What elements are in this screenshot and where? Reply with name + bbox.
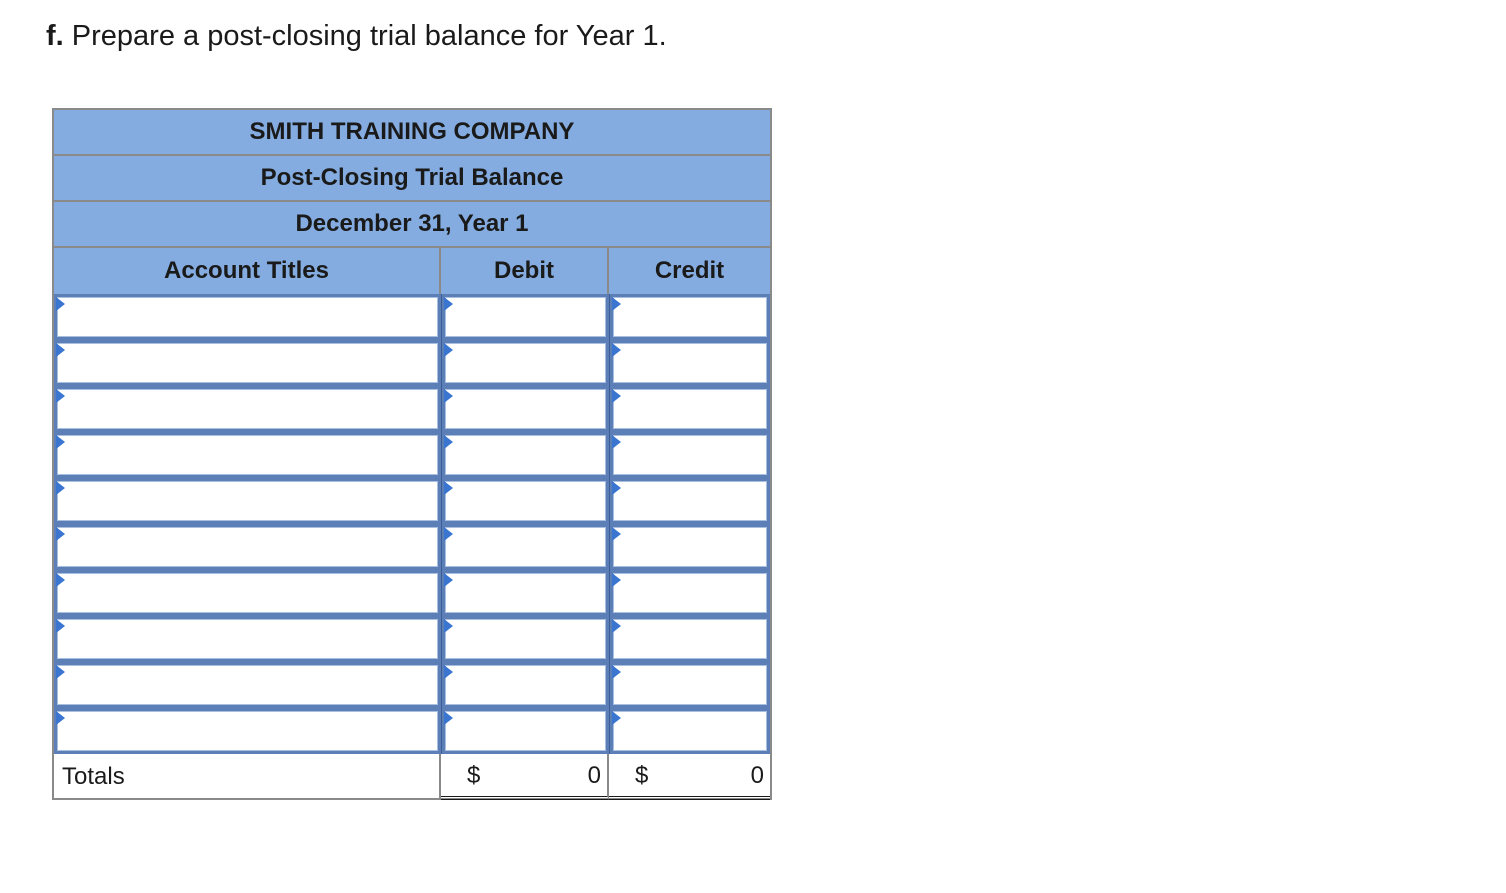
account-title-select[interactable] <box>57 573 438 613</box>
dropdown-marker-icon[interactable] <box>56 435 65 449</box>
credit-input[interactable] <box>613 711 767 751</box>
debit-input[interactable] <box>445 665 606 705</box>
account-title-select-cell <box>54 340 441 386</box>
dropdown-marker-icon[interactable] <box>56 527 65 541</box>
dropdown-marker-icon[interactable] <box>56 619 65 633</box>
credit-input-cell <box>609 340 770 386</box>
company-name: SMITH TRAINING COMPANY <box>249 118 575 145</box>
credit-total <box>609 754 770 800</box>
debit-input[interactable] <box>445 343 606 383</box>
credit-input-cell <box>609 570 770 616</box>
dropdown-marker-icon[interactable] <box>56 711 65 725</box>
credit-input-cell <box>609 616 770 662</box>
credit-input[interactable] <box>613 343 767 383</box>
debit-total <box>441 754 609 800</box>
credit-input[interactable] <box>613 573 767 613</box>
dropdown-marker-icon[interactable] <box>612 435 621 449</box>
account-title-select-cell <box>54 570 441 616</box>
dropdown-marker-icon[interactable] <box>56 481 65 495</box>
credit-input[interactable] <box>613 481 767 521</box>
debit-input-cell <box>441 662 609 708</box>
dropdown-marker-icon[interactable] <box>612 389 621 403</box>
question-text <box>46 18 667 54</box>
debit-input-cell <box>441 478 609 524</box>
account-title-select[interactable] <box>57 619 438 659</box>
credit-input-cell <box>609 662 770 708</box>
dropdown-marker-icon[interactable] <box>444 711 453 725</box>
trial-balance-table <box>52 108 772 800</box>
entry-rows <box>52 294 772 754</box>
debit-input-cell <box>441 386 609 432</box>
credit-input[interactable] <box>613 389 767 429</box>
dropdown-marker-icon[interactable] <box>612 619 621 633</box>
dropdown-marker-icon[interactable] <box>612 665 621 679</box>
dropdown-marker-icon[interactable] <box>56 343 65 357</box>
statement-title: Post-Closing Trial Balance <box>260 164 564 191</box>
credit-total-currency: $ <box>635 762 649 789</box>
credit-input-cell <box>609 708 770 754</box>
debit-input-cell <box>441 294 609 340</box>
debit-input-cell <box>441 340 609 386</box>
dropdown-marker-icon[interactable] <box>444 297 453 311</box>
account-title-select-cell <box>54 708 441 754</box>
debit-input-cell <box>441 616 609 662</box>
account-title-select-cell <box>54 524 441 570</box>
table-row <box>52 708 772 754</box>
account-title-select[interactable] <box>57 389 438 429</box>
credit-input[interactable] <box>613 665 767 705</box>
account-title-select-cell <box>54 386 441 432</box>
dropdown-marker-icon[interactable] <box>444 389 453 403</box>
credit-total-value: 0 <box>750 762 764 789</box>
totals-label: Totals <box>54 754 441 798</box>
debit-input[interactable] <box>445 297 606 337</box>
credit-input[interactable] <box>613 435 767 475</box>
credit-input-cell <box>609 294 770 340</box>
debit-total-value: 0 <box>587 762 601 789</box>
credit-input[interactable] <box>613 297 767 337</box>
debit-input[interactable] <box>445 619 606 659</box>
debit-input[interactable] <box>445 389 606 429</box>
dropdown-marker-icon[interactable] <box>56 573 65 587</box>
debit-input[interactable] <box>445 435 606 475</box>
debit-input[interactable] <box>445 481 606 521</box>
account-title-select[interactable] <box>57 435 438 475</box>
dropdown-marker-icon[interactable] <box>444 435 453 449</box>
credit-input-cell <box>609 478 770 524</box>
table-row <box>52 340 772 386</box>
debit-input-cell <box>441 432 609 478</box>
dropdown-marker-icon[interactable] <box>56 297 65 311</box>
account-title-select[interactable] <box>57 527 438 567</box>
totals-row <box>52 754 772 800</box>
account-title-select-cell <box>54 478 441 524</box>
debit-input[interactable] <box>445 527 606 567</box>
account-title-select-cell <box>54 662 441 708</box>
account-title-select-cell <box>54 432 441 478</box>
dropdown-marker-icon[interactable] <box>612 297 621 311</box>
table-row <box>52 432 772 478</box>
dropdown-marker-icon[interactable] <box>612 527 621 541</box>
debit-input-cell <box>441 708 609 754</box>
table-row <box>52 616 772 662</box>
statement-title-header <box>52 156 772 202</box>
dropdown-marker-icon[interactable] <box>444 665 453 679</box>
account-title-select[interactable] <box>57 481 438 521</box>
dropdown-marker-icon[interactable] <box>444 573 453 587</box>
table-row <box>52 478 772 524</box>
column-header-row <box>52 248 772 294</box>
credit-input-cell <box>609 386 770 432</box>
debit-input[interactable] <box>445 711 606 751</box>
dropdown-marker-icon[interactable] <box>612 343 621 357</box>
column-header-account-titles: Account Titles <box>54 248 441 294</box>
account-title-select[interactable] <box>57 343 438 383</box>
question-body: Prepare a post-closing trial balance for Year 1. <box>71 20 667 52</box>
dropdown-marker-icon[interactable] <box>56 389 65 403</box>
account-title-select[interactable] <box>57 297 438 337</box>
credit-input[interactable] <box>613 527 767 567</box>
dropdown-marker-icon[interactable] <box>444 481 453 495</box>
debit-input-cell <box>441 570 609 616</box>
question-letter: f. <box>46 20 64 52</box>
dropdown-marker-icon[interactable] <box>56 665 65 679</box>
debit-input[interactable] <box>445 573 606 613</box>
table-row <box>52 524 772 570</box>
account-title-select[interactable] <box>57 665 438 705</box>
table-row <box>52 570 772 616</box>
table-row <box>52 294 772 340</box>
statement-date: December 31, Year 1 <box>295 210 529 237</box>
table-row <box>52 386 772 432</box>
credit-input-cell <box>609 524 770 570</box>
credit-input-cell <box>609 432 770 478</box>
debit-total-currency: $ <box>467 762 481 789</box>
dropdown-marker-icon[interactable] <box>612 573 621 587</box>
dropdown-marker-icon[interactable] <box>444 619 453 633</box>
column-header-credit: Credit <box>654 257 725 284</box>
account-title-select-cell <box>54 294 441 340</box>
dropdown-marker-icon[interactable] <box>444 343 453 357</box>
dropdown-marker-icon[interactable] <box>444 527 453 541</box>
company-name-header <box>52 108 772 156</box>
table-row <box>52 662 772 708</box>
statement-date-header <box>52 202 772 248</box>
credit-input[interactable] <box>613 619 767 659</box>
account-title-select-cell <box>54 616 441 662</box>
dropdown-marker-icon[interactable] <box>612 711 621 725</box>
debit-input-cell <box>441 524 609 570</box>
account-title-select[interactable] <box>57 711 438 751</box>
column-header-debit: Debit <box>441 248 609 294</box>
dropdown-marker-icon[interactable] <box>612 481 621 495</box>
